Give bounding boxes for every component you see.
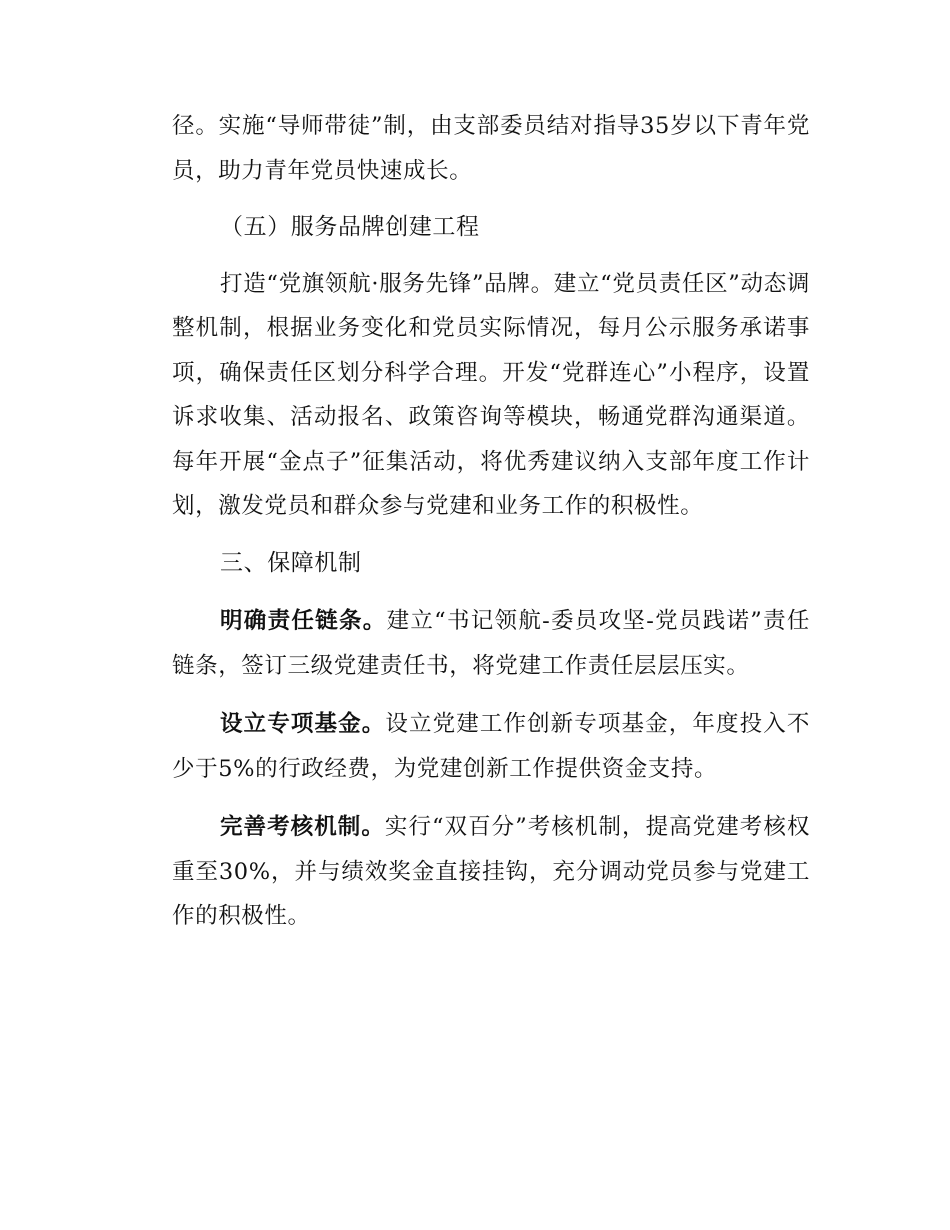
measure-paragraph-assessment	[172, 805, 810, 939]
document-body	[172, 104, 810, 939]
measure-text: 建立“书记领航-委员攻坚-党员践诺”责任链条，签订三级党建责任书，将党建工作责任层层压实。	[172, 608, 811, 679]
brand-paragraph: 打造“党旗领航·服务先锋”品牌。建立“党员责任区”动态调整机制，根据业务变化和党员实际情况，每月公示服务承诺事项，确保责任区划分科学合理。开发“党群连心”小程序，设置诉求收集、活动报名、政策咨询等模块，畅通党群沟通渠道。每年开展“金点子”征集活动，将优秀建议纳入支部年度工作计划，激发党员和群众参与党建和业务工作的积极性。	[172, 270, 810, 519]
section-heading-service-brand: （五）服务品牌创建工程	[220, 214, 480, 240]
measure-title: 明确责任链条。	[220, 608, 387, 634]
measure-text: 实行“双百分”考核机制，提高党建考核权重至30%，并与绩效奖金直接挂钩，充分调动党员参与党建工作的积极性。	[172, 814, 810, 929]
measure-title: 设立专项基金。	[220, 711, 386, 737]
measure-text: 设立党建工作创新专项基金，年度投入不少于5%的行政经费，为党建创新工作提供资金支持。	[172, 711, 810, 782]
measure-paragraph-responsibility	[172, 599, 810, 688]
measure-paragraph-fund	[172, 702, 810, 791]
continuation-paragraph: 径。实施“导师带徒”制，由支部委员结对指导35岁以下青年党员，助力青年党员快速成长。	[172, 113, 810, 184]
chapter-heading-guarantee: 三、保障机制	[220, 549, 362, 576]
measure-title: 完善考核机制。	[220, 814, 385, 840]
